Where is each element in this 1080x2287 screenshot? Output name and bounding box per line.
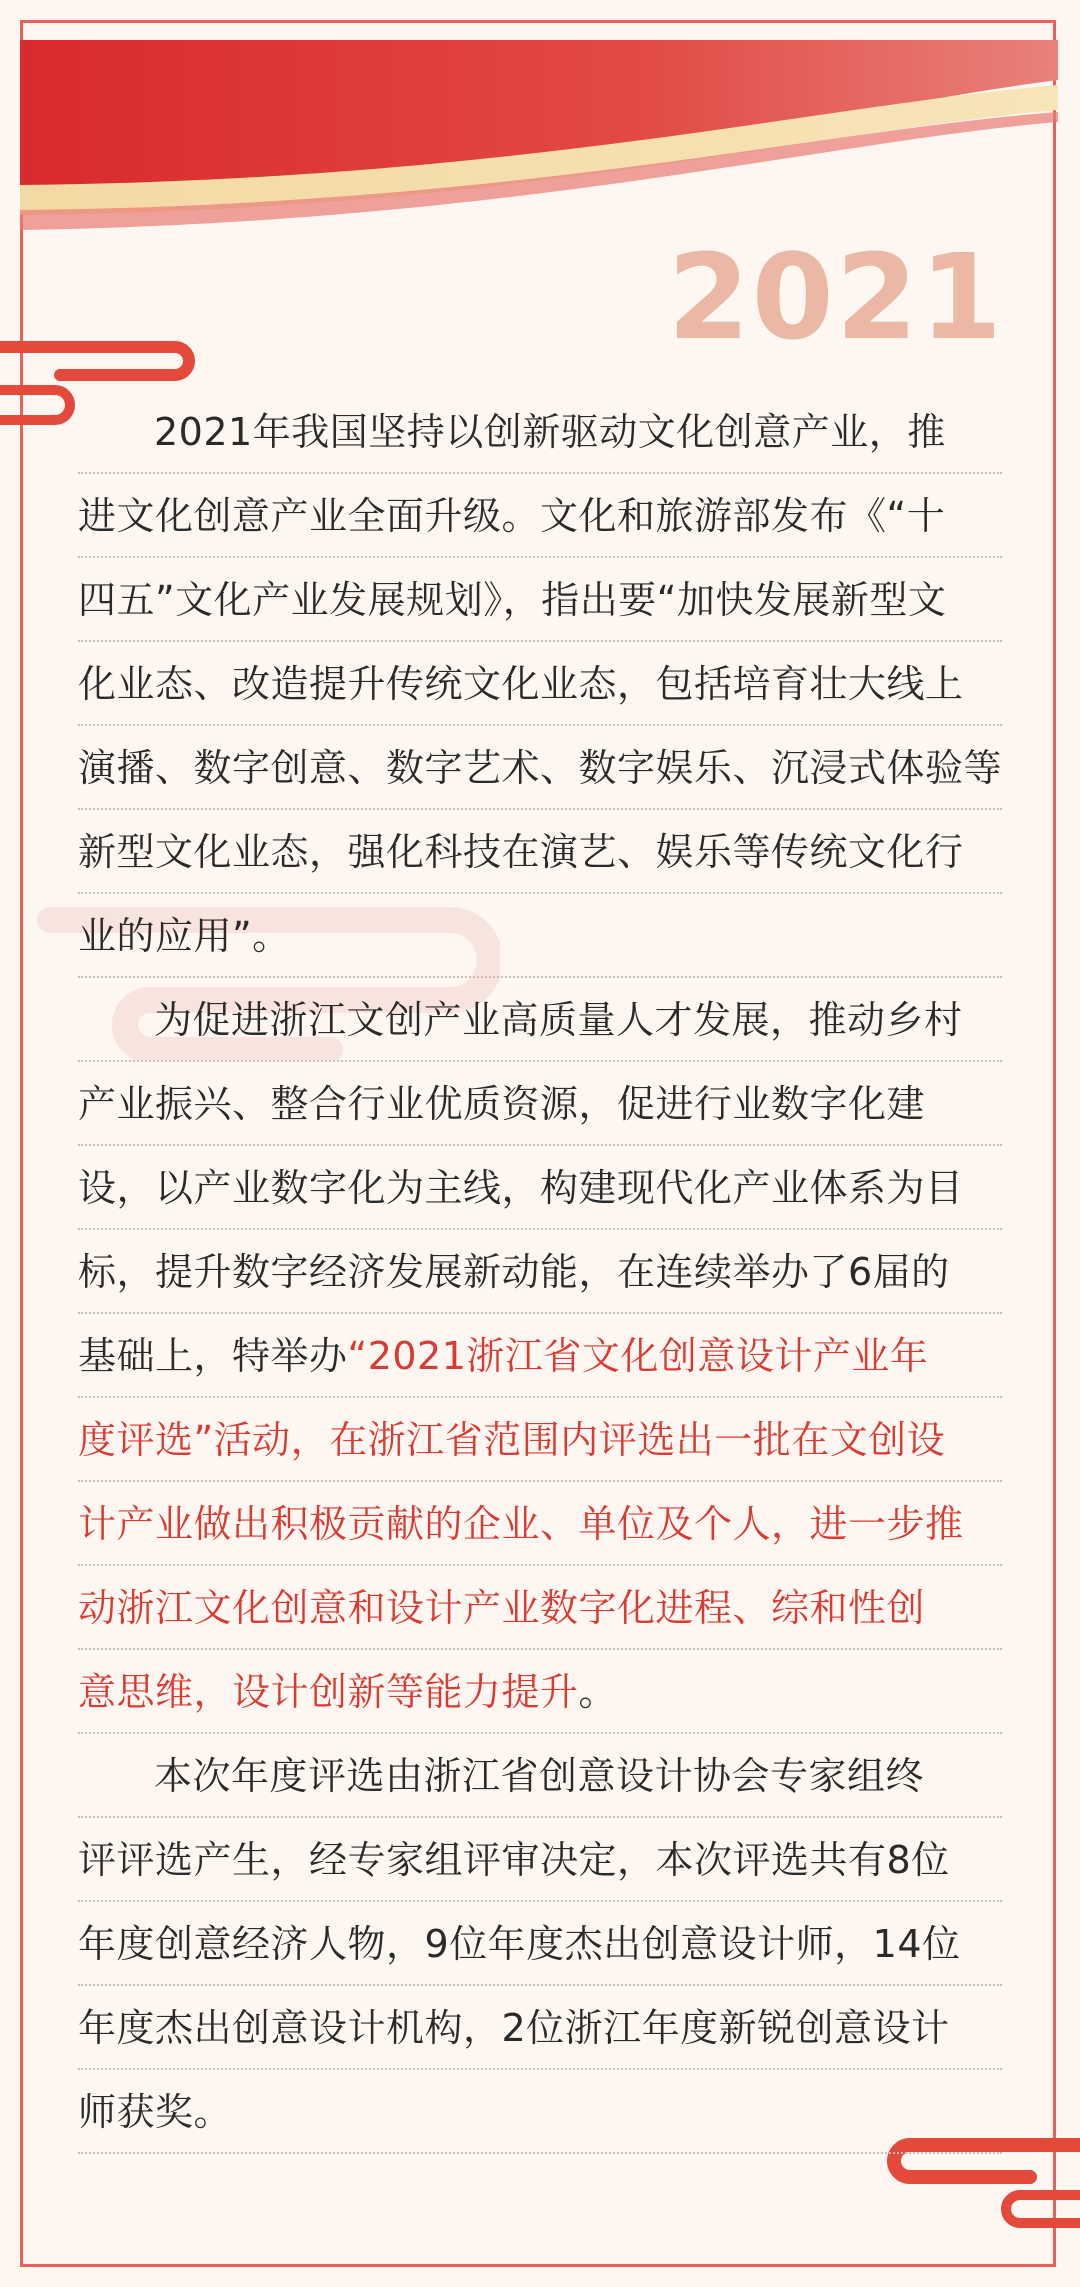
highlight-text: “2021浙江省文化创意设计产业年 bbox=[347, 1334, 929, 1378]
highlight-text: 度评选”活动，在浙江省范围内评选出一批在文创设 bbox=[78, 1418, 946, 1462]
body-text: 业的应用”。 bbox=[78, 914, 291, 958]
text-line bbox=[78, 558, 1002, 642]
text-line bbox=[78, 1314, 1002, 1398]
body-text: 年度创意经济人物，9位年度杰出创意设计师，14位 bbox=[78, 1922, 961, 1966]
body-text: 师获奖。 bbox=[78, 2090, 233, 2134]
body-text: 进文化创意产业全面升级。文化和旅游部发布《“十 bbox=[78, 494, 946, 538]
body-text: 2021年我国坚持以创新驱动文化创意产业，推 bbox=[154, 410, 946, 454]
body-text: 。 bbox=[578, 1670, 618, 1714]
text-line bbox=[78, 978, 1002, 1062]
paragraph-3 bbox=[78, 1734, 1002, 2154]
text-line bbox=[78, 642, 1002, 726]
body-text: 本次年度评选由浙江省创意设计协会专家组终 bbox=[154, 1754, 925, 1798]
body-text: 四五”文化产业发展规划》，指出要“加快发展新型文 bbox=[78, 578, 947, 622]
body-text: 产业振兴、整合行业优质资源，促进行业数字化建 bbox=[78, 1082, 926, 1126]
text-line bbox=[78, 1566, 1002, 1650]
text-line bbox=[78, 1650, 1002, 1734]
text-line bbox=[78, 1230, 1002, 1314]
body-text: 演播、数字创意、数字艺术、数字娱乐、沉浸式体验等 bbox=[78, 746, 1003, 790]
body-text: 化业态、改造提升传统文化业态，包括培育壮大线上 bbox=[78, 662, 964, 706]
body-text: 新型文化业态，强化科技在演艺、娱乐等传统文化行 bbox=[78, 830, 964, 874]
text-line bbox=[78, 1902, 1002, 1986]
text-line bbox=[78, 474, 1002, 558]
text-line bbox=[78, 1398, 1002, 1482]
text-line bbox=[78, 1146, 1002, 1230]
text-line bbox=[78, 2070, 1002, 2154]
body-text: 年度杰出创意设计机构，2位浙江年度新锐创意设计 bbox=[78, 2006, 950, 2050]
highlight-text: 动浙江文化创意和设计产业数字化进程、综和性创 bbox=[78, 1586, 926, 1630]
text-line bbox=[78, 1734, 1002, 1818]
text-line bbox=[78, 810, 1002, 894]
text-line bbox=[78, 1482, 1002, 1566]
body-text: 评评选产生，经专家组评审决定，本次评选共有8位 bbox=[78, 1838, 950, 1882]
text-line bbox=[78, 726, 1002, 810]
paragraph-2 bbox=[78, 978, 1002, 1734]
text-line bbox=[78, 390, 1002, 474]
highlight-text: 意思维，设计创新等能力提升 bbox=[78, 1670, 579, 1714]
body-text: 设，以产业数字化为主线，构建现代化产业体系为目 bbox=[78, 1166, 964, 1210]
text-line bbox=[78, 894, 1002, 978]
paragraph-1 bbox=[78, 390, 1002, 978]
year-heading: 2021 bbox=[667, 228, 1004, 366]
text-line bbox=[78, 1986, 1002, 2070]
text-line bbox=[78, 1818, 1002, 1902]
body-text: 为促进浙江文创产业高质量人才发展，推动乡村 bbox=[154, 998, 963, 1042]
body-text: 标，提升数字经济发展新动能，在连续举办了6届的 bbox=[78, 1250, 950, 1294]
text-line bbox=[78, 1062, 1002, 1146]
article-body bbox=[78, 390, 1002, 2154]
highlight-text: 计产业做出积极贡献的企业、单位及个人，进一步推 bbox=[78, 1502, 964, 1546]
body-text: 基础上，特举办 bbox=[78, 1334, 348, 1378]
